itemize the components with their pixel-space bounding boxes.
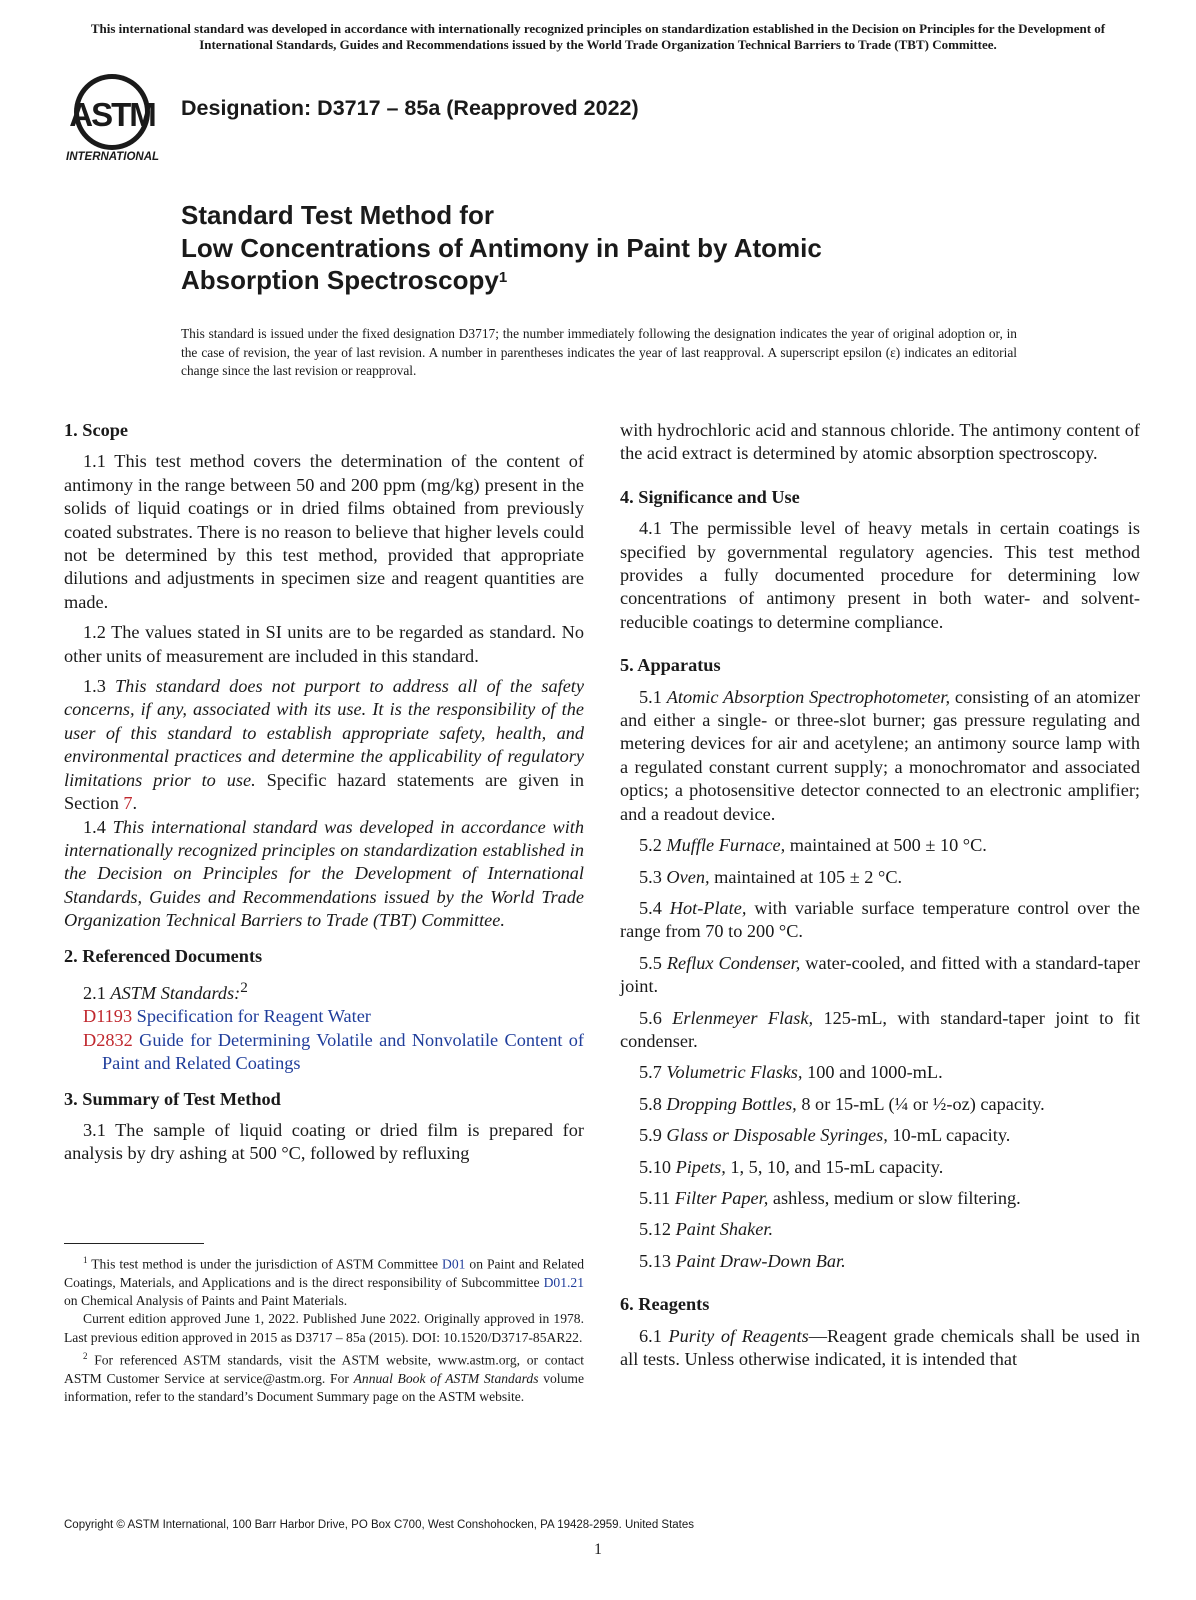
issuance-note: This standard is issued under the fixed designation D3717; the number immediately following the designation indicates the year of original adoption or, in the case of revision, the year of last revision. A number in parentheses indicates the year of last reapproval. A superscript epsilon (ε) indicates an editorial change since the last revision or reapproval. <box>181 326 1017 378</box>
section-6-heading: 6. Reagents <box>620 1294 710 1315</box>
para-4-1: 4.1 The permissible level of heavy metals in certain coatings is specified by governmental regulatory agencies. This test method provides a fully documented procedure for determining low concentrations of antimony present in both water- and solvent-reducible coatings to determine compliance. <box>620 518 1140 632</box>
para-5-10: 5.10 Pipets, 1, 5, 10, and 15-mL capacity. <box>639 1156 944 1177</box>
right-column <box>620 419 1140 1371</box>
para-6-1: 6.1 Purity of Reagents—Reagent grade chemicals shall be used in all tests. Unless otherwise indicated, it is intended that <box>620 1325 1140 1369</box>
para-3-1-continued: with hydrochloric acid and stannous chloride. The antimony content of the acid extract is determined by atomic absorption spectroscopy. <box>620 420 1140 464</box>
title-line-3: Absorption Spectroscopy$^1$ <box>181 265 508 295</box>
section-1-heading: 1. Scope <box>64 420 128 440</box>
title-line-1: Standard Test Method for <box>181 200 494 230</box>
section-2-heading: 2. Referenced Documents <box>64 945 263 966</box>
para-2-1: 2.1 ASTM Standards:$^2$ <box>83 978 248 1004</box>
para-1-4: 1.4 This international standard was developed in accordance with internationally recognized principles on standardization established in the Decision on Principles for the Development of International Standards, Guides and Recommendations issued by the World Trade Organization Technical Barriers to Trade (TBT) Committee. <box>64 816 585 931</box>
para-1-3: 1.3 This standard does not purport to address all of the safety concerns, if any, associated with its use. It is the responsibility of the user of this standard to establish appropriate safety, health, and environmental practices and determine the applicability of regulatory limitations prior to use. Specific hazard statements are given in Section 7. <box>64 676 585 814</box>
title-footnote-mark: 1 <box>498 269 508 286</box>
para-5-11: 5.11 Filter Paper, ashless, medium or slow filtering. <box>639 1187 1021 1208</box>
para-5-8: 5.8 Dropping Bottles, 8 or 15-mL (¼ or ½-oz) capacity. <box>639 1093 1045 1114</box>
para-5-5: 5.5 Reflux Condenser, water-cooled, and fitted with a standard-taper joint. <box>620 952 1141 997</box>
page-number: 1 <box>594 1541 602 1558</box>
footnote-divider <box>64 1243 204 1244</box>
subcommittee-d01-21-link[interactable]: D01.21 <box>543 1274 584 1290</box>
para-3-1: 3.1 The sample of liquid coating or dried film is prepared for analysis by dry ashing at 500 °C, followed by refluxing <box>64 1120 584 1164</box>
copyright-line: Copyright © ASTM International, 100 Barr Harbor Drive, PO Box C700, West Conshohocken, PA 19428-2959. United States <box>64 1519 695 1531</box>
section-7-link[interactable]: 7 <box>123 793 133 814</box>
wto-notice: This international standard was developed in accordance with internationally recognized principles on standardization established in the Decision on Principles for the Development of International Standards, Guides and Recommendations issued by the World Trade Organization Technical Barriers to Trade (TBT) Committee. <box>90 21 1106 52</box>
title-line-2: Low Concentrations of Antimony in Paint by Atomic <box>181 232 822 263</box>
designation: Designation: D3717 – 85a (Reapproved 2022) <box>181 96 639 120</box>
section-3-heading: 3. Summary of Test Method <box>64 1088 281 1109</box>
left-column <box>64 419 584 1166</box>
footnote-2: $^2$ For referenced ASTM standards, visit the ASTM website, www.astm.org, or contact ASTM Customer Service at service@astm.org. For Annual Book of ASTM Standards volume information, refer to the standard’s Document Summary page on the ASTM website. <box>64 1351 584 1405</box>
committee-d01-link[interactable]: D01 <box>442 1256 466 1272</box>
document-title <box>181 199 822 297</box>
ref-d1193[interactable]: D1193 Specification for Reagent Water <box>83 1006 371 1027</box>
svg-text:ASTM: ASTM <box>69 96 155 133</box>
section-4-heading: 4. Significance and Use <box>620 486 800 507</box>
para-5-12: 5.12 Paint Shaker. <box>639 1219 774 1240</box>
para-5-6: 5.6 Erlenmeyer Flask, 125-mL, with standard-taper joint to fit condenser. <box>620 1007 1140 1051</box>
para-5-1: 5.1 Atomic Absorption Spectrophotometer, consisting of an atomizer and either a single- or three-slot burner; gas pressure regulating and metering devices for air and acetylene; an antimony source lamp with a regulated constant current supply; a monochromator and associated optics; a photosensitive detector connected to an electronic amplifier; and a readout device. <box>620 686 1141 824</box>
ref-d2832[interactable]: D2832 Guide for Determining Volatile and Nonvolatile Content of Paint and Related Coatings <box>83 1029 584 1074</box>
astm-logo <box>64 70 168 170</box>
footnote-1: $^1$ This test method is under the jurisdiction of ASTM Committee D01 on Paint and Related Coatings, Materials, and Applications and is the direct responsibility of Subcommittee D01.21 on Chemical Analysis of Paints and Paint Materials. <box>64 1255 584 1309</box>
footnotes <box>64 1251 584 1406</box>
para-5-7: 5.7 Volumetric Flasks, 100 and 1000-mL. <box>639 1062 943 1083</box>
para-5-3: 5.3 Oven, maintained at 105 ± 2 °C. <box>639 866 903 887</box>
para-1-2: 1.2 The values stated in SI units are to be regarded as standard. No other units of measurement are included in this standard. <box>64 622 584 666</box>
para-5-9: 5.9 Glass or Disposable Syringes, 10-mL capacity. <box>639 1125 1011 1146</box>
section-5-heading: 5. Apparatus <box>620 655 721 676</box>
svg-text:INTERNATIONAL: INTERNATIONAL <box>66 151 160 163</box>
para-1-1: 1.1 This test method covers the determination of the content of antimony in the range between 50 and 200 ppm (mg/kg) present in the solids of liquid coatings or in dried films obtained from previously coated substrates. There is no reason to believe that higher levels could not be determined by this test method, provided that appropriate dilutions and adjustments in specimen size and reagent quantities are made. <box>64 451 584 612</box>
footnote-1-edition: Current edition approved June 1, 2022. Published June 2022. Originally approved in 1978. Last previous edition approved in 2015 as D3717 – 85a (2015). DOI: 10.1520/D3717-85AR22. <box>64 1311 584 1345</box>
para-5-2: 5.2 Muffle Furnace, maintained at 500 ± 10 °C. <box>639 835 987 856</box>
para-5-13: 5.13 Paint Draw-Down Bar. <box>639 1250 846 1271</box>
para-5-4: 5.4 Hot-Plate, with variable surface temperature control over the range from 70 to 200 °C. <box>620 897 1140 942</box>
